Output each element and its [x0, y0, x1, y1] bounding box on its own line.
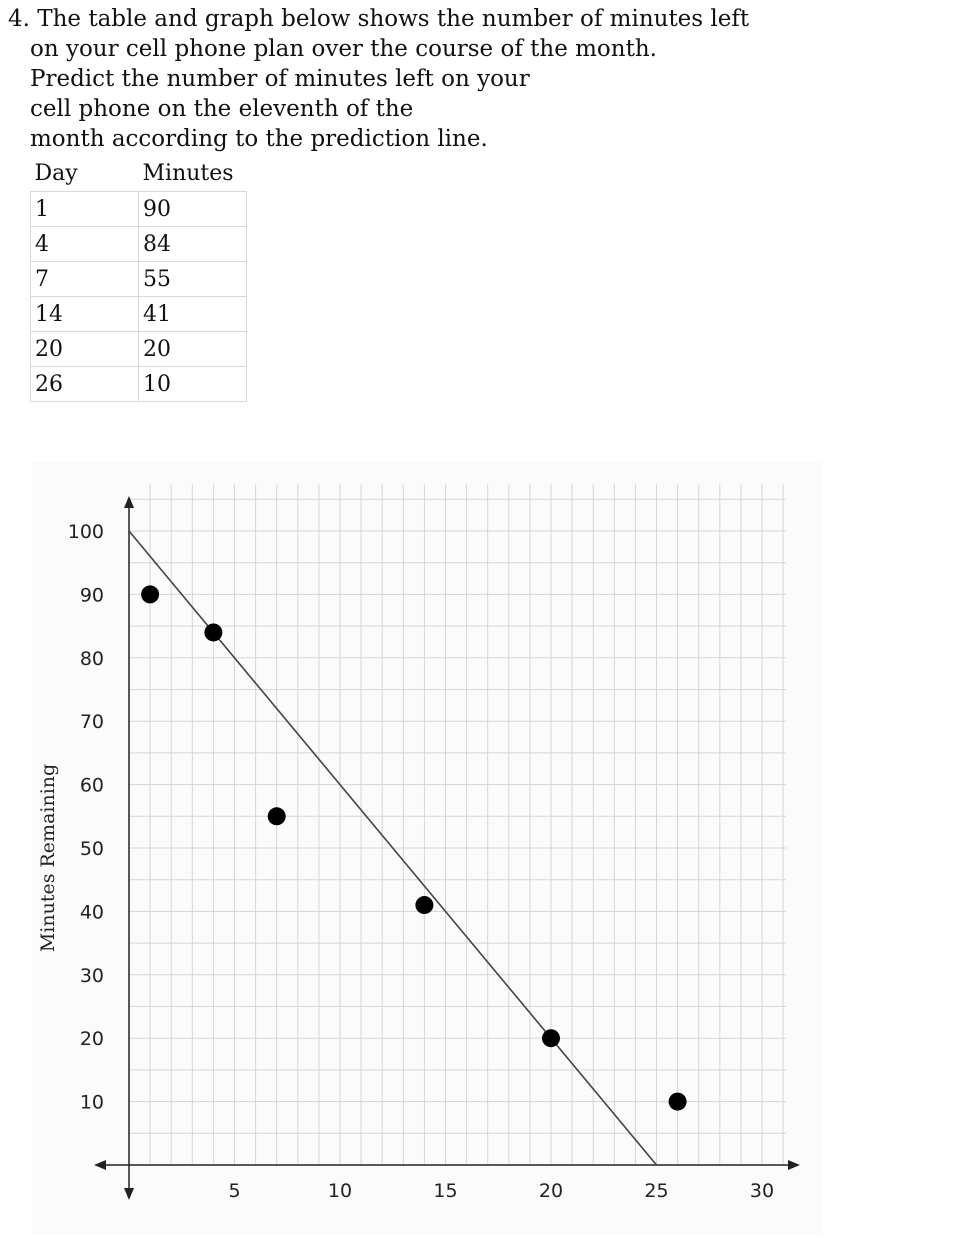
y-tick-label: 40 [79, 901, 104, 924]
data-point [669, 1093, 687, 1111]
data-point [542, 1029, 560, 1047]
table-row [31, 262, 247, 297]
cell-day: 20 [31, 332, 139, 367]
cell-minutes: 55 [139, 262, 247, 297]
cell-day: 14 [31, 297, 139, 332]
cell-day: 26 [31, 367, 139, 402]
y-tick-label: 100 [67, 521, 104, 543]
x-tick-label: 30 [749, 1180, 775, 1202]
y-tick-label: 80 [79, 647, 104, 670]
x-tick-label: 25 [644, 1180, 669, 1202]
y-axis-arrow-down [124, 1188, 134, 1200]
data-table [30, 155, 247, 402]
table-row [31, 297, 247, 332]
x-axis-arrow-left [94, 1160, 106, 1170]
chart-area [32, 462, 822, 1234]
x-axis-arrow-right [788, 1160, 800, 1170]
x-tick-label: 10 [327, 1180, 353, 1202]
x-tick-label: 20 [538, 1180, 564, 1202]
scatter-chart [32, 462, 822, 1234]
cell-day: 1 [31, 192, 139, 227]
cell-minutes: 84 [139, 227, 247, 262]
table-row [31, 367, 247, 402]
data-point [204, 623, 222, 641]
table-header-row [31, 155, 247, 192]
table-row [31, 332, 247, 367]
cell-minutes: 41 [139, 297, 247, 332]
cell-day: 4 [31, 227, 139, 262]
question-line-1: 4. The table and graph below shows the number of minutes left [8, 6, 750, 32]
table-row [31, 227, 247, 262]
question-line-3: Predict the number of minutes left on your [30, 66, 530, 92]
y-tick-label: 30 [79, 964, 104, 987]
data-point [268, 807, 286, 825]
data-point [141, 585, 159, 603]
x-tick-label: 15 [433, 1180, 458, 1202]
cell-day: 7 [31, 262, 139, 297]
data-point [415, 896, 433, 914]
y-tick-label: 10 [79, 1091, 104, 1114]
x-tick-label: 5 [228, 1180, 241, 1202]
header-day: Day [34, 160, 78, 186]
y-tick-label: 70 [79, 711, 104, 734]
question-line-5: month according to the prediction line. [30, 126, 488, 152]
question-text [8, 4, 768, 154]
question-line-4: cell phone on the eleventh of the [30, 96, 414, 122]
cell-minutes: 90 [139, 192, 247, 227]
table-row [31, 192, 247, 227]
question-line-2: on your cell phone plan over the course of the month. [30, 36, 657, 62]
y-tick-label: 50 [79, 838, 104, 860]
y-axis-label: Minutes Remaining [37, 763, 59, 953]
header-minutes: Minutes [142, 160, 234, 186]
y-axis-arrow-up [124, 496, 134, 508]
y-tick-label: 90 [79, 584, 104, 607]
y-tick-label: 20 [79, 1028, 104, 1051]
cell-minutes: 20 [139, 332, 247, 367]
y-tick-label: 60 [79, 774, 104, 797]
cell-minutes: 10 [139, 367, 247, 402]
